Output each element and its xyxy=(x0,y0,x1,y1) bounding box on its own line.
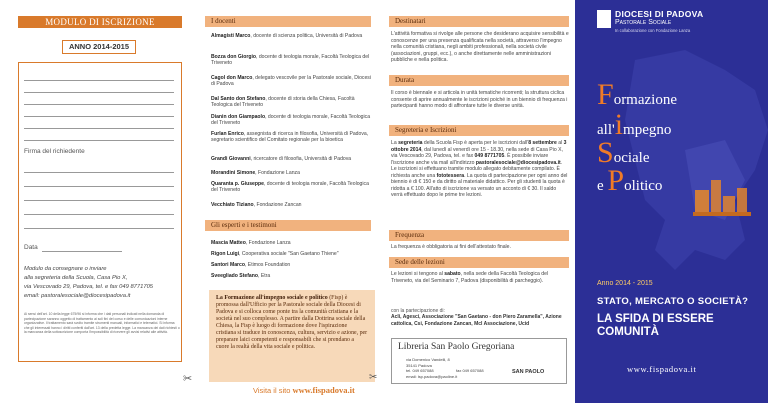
form-line[interactable] xyxy=(24,128,174,129)
delivery-instructions xyxy=(24,265,184,301)
title-line: all'impegno xyxy=(597,108,672,141)
diocesi-title: DIOCESI DI PADOVA xyxy=(615,9,704,19)
library-logo: SAN PAOLO xyxy=(512,369,545,375)
expert-item: Mascia Matteo, Fondazione Lanza xyxy=(211,240,291,246)
module-title: MODULO DI ISCRIZIONE xyxy=(18,16,182,28)
cover-slogan: LA SFIDA DI ESSERE COMUNITÀ xyxy=(597,313,714,338)
fisp-description: La Formazione all'impegno sociale e politico (Fisp) è promossa dall'Ufficio per la Pastorale sociale della Diocesi di Padova e si colloca come ponte tra la comunità cristiana e la società nel suo complesso. A partire dalla Dottrina sociale della Chiesa, la Fisp è luogo di formazione dove l'ispirazione cristiana si traduce in conoscenza, cultura, servizio e azione, per preparare laici competenti e responsabili che si prendano a cuore la realtà della vita sociale e politica. xyxy=(209,290,375,382)
expert-item: Rigon Luigi, Cooperativa sociale "San Gaetano Thiene" xyxy=(211,251,339,257)
form-line[interactable] xyxy=(24,214,174,215)
frequenza-text: La frequenza è obbligatoria ai fini dell'attestato finale. xyxy=(391,244,511,250)
scissors-icon: ✂ xyxy=(183,373,193,385)
title-line: Formazione xyxy=(597,78,677,111)
durata-text: Il corso è biennale e si articola in unità tematiche ricorrenti; la struttura ciclica consente di aprire annualmente le iscrizioni poiché in un biennio di frequenza i partecipanti hanno modo di affrontare tutte le diverse unità. xyxy=(391,90,568,109)
library-title: Libreria San Paolo Gregoriana xyxy=(398,342,515,352)
segreteria-text: La segreteria della Scuola Fisp è aperta per le iscrizioni dall'8 settembre al 3 ottobre 2014, dal lunedì al venerdì ore 15 - 18.30, nella sede di Casa Pio X, via Vescovado 29, Padova, tel. e fax 049 8771705. È possibile inviare l'iscrizione anche via mail all'indirizzo pastoralesociale@diocesipadova.it. Le iscrizioni si effettuano tramite modulo allegato debitamente compilato. È richiesta anche una fototessera. La quota di partecipazione per ogni anno del biennio è di € 150 e da diritto al materiale didattico. Per gli studenti la quota è ridotta a € 100. All'atto di iscrizione va versato un acconto di € 30. Il saldo verrà effettuato dopo le prime tre lezioni. xyxy=(391,140,568,198)
teacher-item: Cagol don Marco, delegato vescovile per la Pastorale sociale, Diocesi di Padova xyxy=(211,75,371,88)
teacher-item: Grandi Giovanni, ricercatore di filosofia, Università di Padova xyxy=(211,156,352,162)
date-label: Data xyxy=(24,244,38,251)
teacher-item: Morandini Simone, Fondazione Lanza xyxy=(211,170,300,176)
sponsor-label: con la partecipazione di: xyxy=(391,308,445,314)
registration-panel xyxy=(0,0,193,403)
cover-year: Anno 2014 - 2015 xyxy=(597,280,653,287)
docenti-header: I docenti xyxy=(205,16,371,27)
teacher-item: Vecchiato Tiziano, Fondazione Zancan xyxy=(211,202,302,208)
scissors-icon: ✂ xyxy=(369,372,378,383)
title-line: e Politico xyxy=(597,164,663,197)
year-label: ANNO 2014-2015 xyxy=(62,40,136,54)
sede-text: Le lezioni si tengono al sabato, nella sede della Facoltà Teologica del Triveneto, via del Seminario 7, Padova (disponibilità di parcheggio). xyxy=(391,271,549,284)
cover-site-link[interactable]: www.fispadova.it xyxy=(627,364,697,374)
library-fax: fax 049 657088 xyxy=(456,368,484,373)
cover-question: STATO, MERCATO O SOCIETÀ? xyxy=(597,296,749,307)
delivery-line: Modulo da consegnare o inviare xyxy=(24,266,107,272)
europe-map-illustration xyxy=(575,0,768,403)
signature-line[interactable] xyxy=(24,172,174,173)
signature-label: Firma del richiedente xyxy=(24,148,85,155)
segreteria-header: Segreteria e Iscrizioni xyxy=(389,125,569,136)
teacher-item: Almagisti Marco, docente di scienza politica, Università di Padova xyxy=(211,33,363,39)
library-address-line: email: lsp.padova@paoline.it xyxy=(406,373,458,379)
library-box xyxy=(391,338,567,384)
expert-item: Sveegliado Stefano, Etra xyxy=(211,273,271,279)
form-line[interactable] xyxy=(24,200,174,201)
form-line[interactable] xyxy=(24,228,174,229)
delivery-line: via Vescovado 29, Padova, tel. e fax 049 8771705 xyxy=(24,284,154,290)
teachers-panel xyxy=(193,0,383,403)
delivery-line: alla segreteria della Scuola, Casa Pio X, xyxy=(24,275,128,281)
sponsor-list: Acli, Agesci, Associazione "San Gaetano - don Piero Zaramella", Azione cattolica, Csi, Fondazione Zancan, Mcl Associazione, Ucid xyxy=(391,314,562,327)
teacher-item: Furlan Enrico, assegnista di ricerca in filosofia, Università di Padova, segretario scientifico del Comitato regionale per la bioetica xyxy=(211,131,369,144)
teacher-item: Dal Santo don Stefano, docente di storia della Chiesa, Facoltà Teologica del Triveneto xyxy=(211,96,355,109)
teacher-item: Quaranta p. Giuseppe, docente di teologia morale, Facoltà Teologica del Triveneto xyxy=(211,181,369,194)
durata-header: Durata xyxy=(389,75,569,86)
library-address-line: tel. 049 657088 xyxy=(406,368,434,373)
form-line[interactable] xyxy=(24,92,174,93)
info-panel xyxy=(383,0,575,403)
frequenza-header: Frequenza xyxy=(389,230,569,241)
diocesi-logo xyxy=(597,10,611,28)
teacher-item: Bozza don Giorgio, docente di teologia morale, Facoltà Teologica del Triveneto xyxy=(211,54,370,67)
title-line: Sociale xyxy=(597,136,650,169)
delivery-line: email: pastoralesociale@diocesipadova.it xyxy=(24,293,131,299)
destinatari-text: L'attività formativa si rivolge alle persone che desiderano acquisire sensibilità e conoscenze per una presenza qualificata nella società, attraverso l'impegno nella comunità cristiana, negli ambiti professionali, nella società civile (associazioni, gruppi, ecc.), o anche direttamente nelle amministrazioni pubbliche e nella politica. xyxy=(391,31,569,63)
expert-item: Santori Marco, Etimos Foundation xyxy=(211,262,291,268)
form-line[interactable] xyxy=(24,186,174,187)
site-link[interactable]: www.fispadova.it xyxy=(292,385,355,395)
teacher-item: Dianin don Giampaolo, docente di teologia morale, Facoltà Teologica del Triveneto xyxy=(211,114,371,127)
cover-panel xyxy=(575,0,768,403)
visit-site[interactable]: Visita il sito www.fispadova.it xyxy=(253,385,355,395)
form-line[interactable] xyxy=(24,80,174,81)
esperti-header: Gli esperti e i testimoni xyxy=(205,220,371,231)
library-address xyxy=(406,357,457,379)
privacy-note: Ai sensi dell'art. 10 della legge 675/96 si informa che i dati personali indicati nella domanda di partecipazione saranno oggetto di trattamento ai soli fini del corso e delle comunicazioni interne organizzative. Il trattamento sarà svolto tramite strumenti manuali, informatici e telematici. Si informa che gli interessati hanno i diritti conferiti dall'art. 13 della predetta legge. La mancanza dei dati richiesti o la mancanza della sottoscrizione comporta l'impossibilità di ricevere gli avvisi relativi alle attività. xyxy=(24,312,180,335)
sede-header: Sede delle lezioni xyxy=(389,257,569,268)
date-line[interactable] xyxy=(42,251,122,252)
diocesi-subtitle: Pastorale Sociale xyxy=(615,19,672,26)
collaboration-note: In collaborazione con Fondazione Lanza xyxy=(615,28,691,33)
form-line[interactable] xyxy=(24,104,174,105)
library-address-line: via Domenico Vandelli, 8 xyxy=(406,357,450,362)
form-line[interactable] xyxy=(24,140,174,141)
destinatari-header: Destinatari xyxy=(389,16,569,27)
form-line[interactable] xyxy=(24,116,174,117)
library-address-line: 35141 Padova xyxy=(406,362,432,368)
